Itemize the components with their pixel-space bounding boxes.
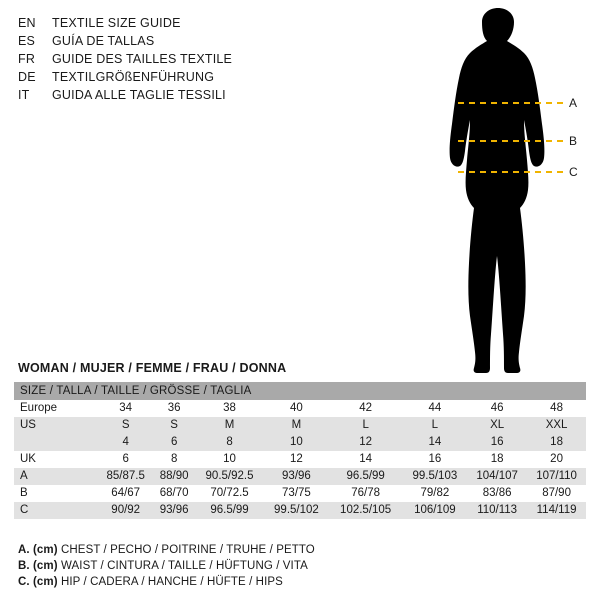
cell: 6 xyxy=(153,434,195,451)
legend-text-c: HIP / CADERA / HANCHE / HÜFTE / HIPS xyxy=(60,576,283,588)
language-row-fr xyxy=(18,52,318,70)
cell: L xyxy=(329,417,403,434)
female-silhouette-figure xyxy=(420,8,590,378)
language-row-it xyxy=(18,88,318,106)
cell: 73/75 xyxy=(264,485,329,502)
cell: 85/87.5 xyxy=(98,468,153,485)
language-code-es: ES xyxy=(18,34,36,48)
language-text-en: TEXTILE SIZE GUIDE xyxy=(52,16,181,30)
cell: M xyxy=(264,417,329,434)
language-text-fr: GUIDE DES TAILLES TEXTILE xyxy=(52,52,233,66)
table-row xyxy=(14,400,586,417)
cell: 40 xyxy=(264,400,329,417)
cell: 90.5/92.5 xyxy=(195,468,264,485)
language-code-it: IT xyxy=(18,88,30,102)
language-row-en xyxy=(18,16,318,34)
legend-key-c: C. (cm) xyxy=(18,576,58,588)
cell: 76/78 xyxy=(329,485,403,502)
cell: 42 xyxy=(329,400,403,417)
cell: 99.5/102 xyxy=(264,502,329,519)
cell: S xyxy=(153,417,195,434)
cell: 20 xyxy=(527,451,586,468)
legend-text-b: WAIST / CINTURA / TAILLE / HÜFTUNG / VITA xyxy=(60,560,308,572)
language-code-fr: FR xyxy=(18,52,36,66)
size-table xyxy=(14,382,586,519)
cell: 114/119 xyxy=(527,502,586,519)
section-title-woman: WOMAN / MUJER / FEMME / FRAU / DONNA xyxy=(18,361,287,375)
cell: 93/96 xyxy=(153,502,195,519)
table-row xyxy=(14,434,586,451)
cell: 79/82 xyxy=(403,485,468,502)
cell: 87/90 xyxy=(527,485,586,502)
cell: 96.5/99 xyxy=(195,502,264,519)
language-text-es: GUÍA DE TALLAS xyxy=(52,34,155,48)
language-code-de: DE xyxy=(18,70,36,84)
measurement-legend xyxy=(18,542,578,590)
cell: 16 xyxy=(467,434,527,451)
cell: 10 xyxy=(264,434,329,451)
row-label-us: US xyxy=(14,417,98,434)
cell: 96.5/99 xyxy=(329,468,403,485)
language-header-block xyxy=(18,16,318,106)
legend-key-b: B. (cm) xyxy=(18,560,58,572)
silhouette-icon xyxy=(420,8,590,378)
measure-label-a: A xyxy=(569,96,578,110)
cell: 34 xyxy=(98,400,153,417)
row-label-europe: Europe xyxy=(14,400,98,417)
language-text-de: TEXTILGRÖßENFÜHRUNG xyxy=(52,70,215,84)
measure-label-c: C xyxy=(569,165,578,179)
cell: S xyxy=(98,417,153,434)
table-row xyxy=(14,451,586,468)
language-row-de xyxy=(18,70,318,88)
language-code-en: EN xyxy=(18,16,36,30)
table-header-band xyxy=(14,382,586,400)
cell: 38 xyxy=(195,400,264,417)
cell: M xyxy=(195,417,264,434)
cell: 70/72.5 xyxy=(195,485,264,502)
cell: 8 xyxy=(153,451,195,468)
cell: 14 xyxy=(403,434,468,451)
cell: 90/92 xyxy=(98,502,153,519)
legend-row-b xyxy=(18,558,578,574)
legend-row-c xyxy=(18,574,578,590)
cell: 107/110 xyxy=(527,468,586,485)
cell: 48 xyxy=(527,400,586,417)
cell: 83/86 xyxy=(467,485,527,502)
legend-row-a xyxy=(18,542,578,558)
table-row xyxy=(14,468,586,485)
legend-text-a: CHEST / PECHO / POITRINE / TRUHE / PETTO xyxy=(60,544,315,556)
cell: 93/96 xyxy=(264,468,329,485)
table-header-label: SIZE / TALLA / TAILLE / GRÖSSE / TAGLIA xyxy=(14,382,586,400)
cell: 88/90 xyxy=(153,468,195,485)
row-label-b: B xyxy=(14,485,98,502)
cell: 36 xyxy=(153,400,195,417)
cell: 4 xyxy=(98,434,153,451)
row-label-uk: UK xyxy=(14,451,98,468)
cell: 68/70 xyxy=(153,485,195,502)
table-row xyxy=(14,485,586,502)
cell: 18 xyxy=(527,434,586,451)
cell: 110/113 xyxy=(467,502,527,519)
cell: 104/107 xyxy=(467,468,527,485)
language-text-it: GUIDA ALLE TAGLIE TESSILI xyxy=(52,88,226,102)
legend-key-a: A. (cm) xyxy=(18,544,58,556)
cell: 106/109 xyxy=(403,502,468,519)
cell: 102.5/105 xyxy=(329,502,403,519)
cell: 8 xyxy=(195,434,264,451)
cell: 12 xyxy=(264,451,329,468)
cell: 44 xyxy=(403,400,468,417)
row-label-a: A xyxy=(14,468,98,485)
cell: XXL xyxy=(527,417,586,434)
cell: 10 xyxy=(195,451,264,468)
cell: 64/67 xyxy=(98,485,153,502)
language-row-es xyxy=(18,34,318,52)
cell: 46 xyxy=(467,400,527,417)
cell: L xyxy=(403,417,468,434)
measure-label-b: B xyxy=(569,134,578,148)
table-row xyxy=(14,417,586,434)
row-label-us-numeric xyxy=(14,434,98,451)
cell: 18 xyxy=(467,451,527,468)
row-label-c: C xyxy=(14,502,98,519)
cell: 14 xyxy=(329,451,403,468)
cell: XL xyxy=(467,417,527,434)
cell: 99.5/103 xyxy=(403,468,468,485)
cell: 6 xyxy=(98,451,153,468)
cell: 16 xyxy=(403,451,468,468)
table-row xyxy=(14,502,586,519)
cell: 12 xyxy=(329,434,403,451)
